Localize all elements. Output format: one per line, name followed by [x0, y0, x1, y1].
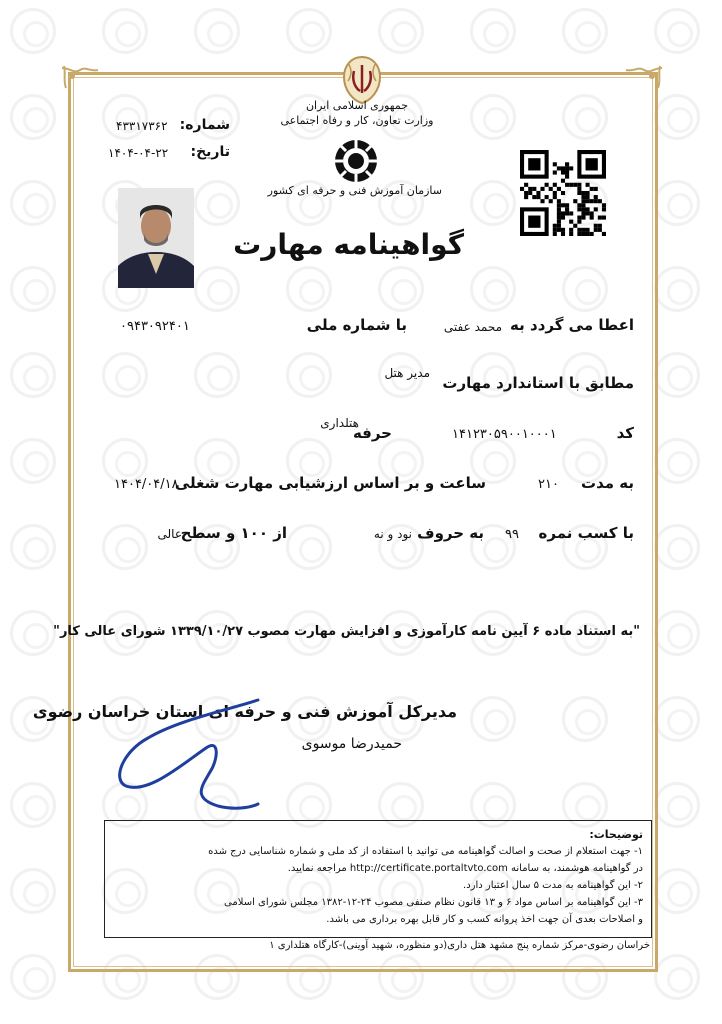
issuer-header — [257, 98, 457, 128]
level-label: از ۱۰۰ و سطح — [180, 524, 287, 542]
standard-value: مدیر هتل — [384, 366, 430, 380]
watermark-mark — [10, 8, 56, 54]
header-line-1: جمهوری اسلامی ایران — [305, 99, 409, 112]
watermark-mark — [654, 868, 700, 914]
watermark-mark — [10, 954, 56, 1000]
holder-name: محمد عفتی — [443, 320, 502, 334]
hours-label: ساعت و بر اساس ارزشیابی مهارت شغلی — [174, 474, 486, 492]
watermark-mark — [10, 438, 56, 484]
number-label: شماره: — [179, 117, 230, 133]
watermark-mark — [10, 524, 56, 570]
watermark-mark — [654, 610, 700, 656]
watermark-mark — [10, 782, 56, 828]
issuing-center: خراسان رضوی-مرکز شماره پنج مشهد هتل داری(دو منظوره، شهید آوینی)-کارگاه هتلداری ۱ — [269, 940, 650, 951]
watermark-mark — [378, 8, 424, 54]
watermark-mark — [654, 352, 700, 398]
score-label: با کسب نمره — [538, 524, 634, 542]
signature-icon — [108, 690, 278, 820]
header-line-2: وزارت تعاون، کار و رفاه اجتماعی — [280, 114, 434, 127]
issue-date: ۱۴۰۴-۰۴-۲۲ — [108, 146, 169, 160]
watermark-mark — [102, 8, 148, 54]
corner-ornament-icon — [624, 64, 664, 90]
note-line: ۱- جهت استعلام از صحت و اصالت گواهینامه می توانید با استفاده از کد ملی و شماره شناسایی درج شده — [208, 846, 643, 857]
date-label: تاریخ: — [190, 144, 230, 160]
watermark-mark — [654, 524, 700, 570]
national-id: ۰۹۴۳۰۹۲۴۰۱ — [120, 319, 190, 334]
score-value: ۹۹ — [505, 527, 519, 542]
legal-decree: "به استناد ماده ۶ آیین نامه کارآموزی و افزایش مهارت مصوب ۱۳۳۹/۱۰/۲۷ شورای عالی کار" — [53, 624, 640, 639]
director-name: حمیدرضا موسوی — [301, 736, 402, 752]
standard-label: مطابق با استاندارد مهارت — [442, 374, 634, 392]
note-line: در گواهینامه هوشمند، به سامانه http://certificate.portaltvto.com مراجعه نمایید. — [287, 863, 643, 874]
watermark-mark — [10, 180, 56, 226]
standard-code: ۱۴۱۲۳۰۵۹۰۰۱۰۰۰۱ — [452, 427, 557, 442]
certificate-number: ۴۳۳۱۷۳۶۲ — [116, 119, 168, 133]
watermark-mark — [194, 8, 240, 54]
watermark-mark — [654, 8, 700, 54]
national-id-label: با شماره ملی — [306, 316, 407, 334]
org-name: سازمان آموزش فنی و حرفه ای کشور — [267, 184, 442, 197]
watermark-mark — [654, 94, 700, 140]
watermark-mark — [10, 610, 56, 656]
watermark-mark — [654, 954, 700, 1000]
watermark-mark — [654, 438, 700, 484]
qr-code-icon — [520, 150, 606, 236]
watermark-mark — [286, 8, 332, 54]
granted-to-label: اعطا می گردد به — [510, 316, 634, 334]
holder-photo — [118, 188, 194, 288]
watermark-mark — [654, 266, 700, 312]
tvto-logo-icon — [333, 138, 379, 184]
profession-value: هتلداری — [320, 416, 359, 430]
watermark-mark — [470, 8, 516, 54]
note-line: ۲- این گواهینامه به مدت ۵ سال اعتبار دارد. — [463, 880, 643, 891]
notes-title: توضیحات: — [589, 828, 643, 841]
score-letters: نود و نه — [373, 527, 412, 541]
watermark-mark — [654, 696, 700, 742]
note-line: ۳- این گواهینامه بر اساس مواد ۶ و ۱۳ قانون نظام صنفی مصوب ۲۴-۱۲-۱۳۸۲ مجلس شورای اسلامی — [224, 897, 643, 908]
level-value: عالی — [157, 527, 182, 541]
director-title: مدیرکل آموزش فنی و حرفه ای استان خراسان رضوی — [32, 702, 457, 721]
profession-label: حرفه — [352, 424, 392, 442]
watermark-mark — [10, 352, 56, 398]
code-label: کد — [616, 424, 634, 442]
note-line: و اصلاحات بعدی آن جهت اخذ پروانه کسب و کار قابل بهره برداری می باشد. — [326, 914, 643, 925]
assessment-date: ۱۴۰۴/۰۴/۱۸ — [114, 477, 179, 492]
watermark-mark — [562, 8, 608, 54]
watermark-mark — [654, 180, 700, 226]
duration-hours: ۲۱۰ — [538, 477, 559, 492]
letters-label: به حروف — [417, 524, 484, 542]
watermark-mark — [10, 94, 56, 140]
watermark-mark — [654, 782, 700, 828]
watermark-mark — [10, 868, 56, 914]
certificate-title: گواهینامه مهارت — [233, 228, 464, 261]
notes-box — [104, 820, 652, 938]
corner-ornament-icon — [60, 64, 100, 90]
duration-label: به مدت — [581, 474, 634, 492]
watermark-mark — [10, 266, 56, 312]
